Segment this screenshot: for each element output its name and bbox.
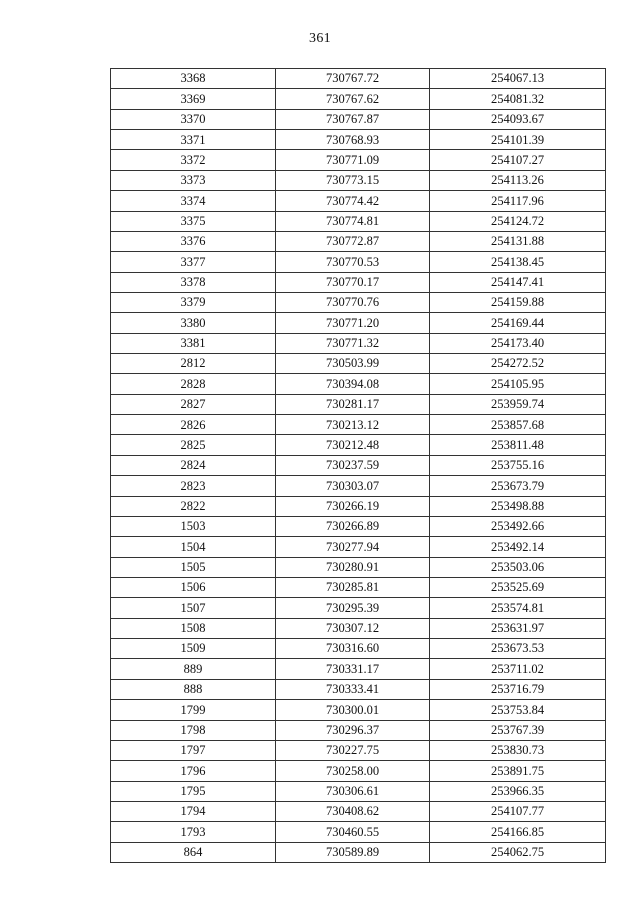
y-coordinate-cell: 253767.39: [430, 720, 606, 740]
x-coordinate-cell: 730768.93: [276, 130, 430, 150]
point-number-cell: 3375: [111, 211, 276, 231]
x-coordinate-cell: 730460.55: [276, 822, 430, 842]
y-coordinate-cell: 254107.77: [430, 801, 606, 821]
point-number-cell: 1797: [111, 740, 276, 760]
point-number-cell: 2828: [111, 374, 276, 394]
x-coordinate-cell: 730767.62: [276, 89, 430, 109]
y-coordinate-cell: 254166.85: [430, 822, 606, 842]
table-row: [111, 272, 606, 292]
y-coordinate-cell: 253673.79: [430, 476, 606, 496]
point-number-cell: 1794: [111, 801, 276, 821]
y-coordinate-cell: 253498.88: [430, 496, 606, 516]
point-number-cell: 3379: [111, 292, 276, 312]
x-coordinate-cell: 730394.08: [276, 374, 430, 394]
table-row: [111, 89, 606, 109]
table-row: [111, 455, 606, 475]
table-row: [111, 700, 606, 720]
x-coordinate-cell: 730285.81: [276, 577, 430, 597]
x-coordinate-cell: 730408.62: [276, 801, 430, 821]
table-row: [111, 557, 606, 577]
y-coordinate-cell: 253966.35: [430, 781, 606, 801]
x-coordinate-cell: 730213.12: [276, 415, 430, 435]
x-coordinate-cell: 730589.89: [276, 842, 430, 862]
x-coordinate-cell: 730503.99: [276, 354, 430, 374]
point-number-cell: 3373: [111, 170, 276, 190]
table-row: [111, 659, 606, 679]
y-coordinate-cell: 253753.84: [430, 700, 606, 720]
y-coordinate-cell: 254138.45: [430, 252, 606, 272]
y-coordinate-cell: 253673.53: [430, 639, 606, 659]
y-coordinate-cell: 254062.75: [430, 842, 606, 862]
y-coordinate-cell: 253631.97: [430, 618, 606, 638]
y-coordinate-cell: 253830.73: [430, 740, 606, 760]
x-coordinate-cell: 730767.72: [276, 69, 430, 89]
x-coordinate-cell: 730281.17: [276, 394, 430, 414]
table-row: [111, 313, 606, 333]
y-coordinate-cell: 253891.75: [430, 761, 606, 781]
y-coordinate-cell: 254105.95: [430, 374, 606, 394]
y-coordinate-cell: 254117.96: [430, 191, 606, 211]
x-coordinate-cell: 730772.87: [276, 231, 430, 251]
point-number-cell: 1503: [111, 516, 276, 536]
x-coordinate-cell: 730771.32: [276, 333, 430, 353]
table-row: [111, 170, 606, 190]
point-number-cell: 1793: [111, 822, 276, 842]
x-coordinate-cell: 730227.75: [276, 740, 430, 760]
table-row: [111, 639, 606, 659]
y-coordinate-cell: 254067.13: [430, 69, 606, 89]
x-coordinate-cell: 730296.37: [276, 720, 430, 740]
point-number-cell: 3371: [111, 130, 276, 150]
point-number-cell: 2824: [111, 455, 276, 475]
point-number-cell: 2822: [111, 496, 276, 516]
point-number-cell: 3380: [111, 313, 276, 333]
y-coordinate-cell: 254107.27: [430, 150, 606, 170]
y-coordinate-cell: 254159.88: [430, 292, 606, 312]
table-row: [111, 476, 606, 496]
x-coordinate-cell: 730295.39: [276, 598, 430, 618]
table-row: [111, 150, 606, 170]
point-number-cell: 1509: [111, 639, 276, 659]
table-row: [111, 191, 606, 211]
point-number-cell: 3377: [111, 252, 276, 272]
x-coordinate-cell: 730771.09: [276, 150, 430, 170]
x-coordinate-cell: 730307.12: [276, 618, 430, 638]
table-row: [111, 69, 606, 89]
table-row: [111, 394, 606, 414]
table-row: [111, 740, 606, 760]
y-coordinate-cell: 254173.40: [430, 333, 606, 353]
table-row: [111, 781, 606, 801]
y-coordinate-cell: 254081.32: [430, 89, 606, 109]
x-coordinate-cell: 730266.19: [276, 496, 430, 516]
table-row: [111, 598, 606, 618]
table-row: [111, 109, 606, 129]
table-row: [111, 679, 606, 699]
point-number-cell: 889: [111, 659, 276, 679]
point-number-cell: 1508: [111, 618, 276, 638]
table-row: [111, 415, 606, 435]
table-row: [111, 720, 606, 740]
coordinates-table: [110, 68, 606, 863]
x-coordinate-cell: 730770.17: [276, 272, 430, 292]
y-coordinate-cell: 254272.52: [430, 354, 606, 374]
x-coordinate-cell: 730316.60: [276, 639, 430, 659]
point-number-cell: 3374: [111, 191, 276, 211]
point-number-cell: 3370: [111, 109, 276, 129]
table-row: [111, 435, 606, 455]
table-row: [111, 231, 606, 251]
point-number-cell: 1506: [111, 577, 276, 597]
point-number-cell: 3376: [111, 231, 276, 251]
point-number-cell: 3368: [111, 69, 276, 89]
y-coordinate-cell: 254169.44: [430, 313, 606, 333]
table-row: [111, 130, 606, 150]
table-row: [111, 516, 606, 536]
x-coordinate-cell: 730771.20: [276, 313, 430, 333]
table-row: [111, 211, 606, 231]
page-number: 361: [309, 31, 331, 46]
point-number-cell: 1798: [111, 720, 276, 740]
x-coordinate-cell: 730303.07: [276, 476, 430, 496]
y-coordinate-cell: 253492.66: [430, 516, 606, 536]
y-coordinate-cell: 253716.79: [430, 679, 606, 699]
point-number-cell: 3369: [111, 89, 276, 109]
x-coordinate-cell: 730774.81: [276, 211, 430, 231]
x-coordinate-cell: 730770.53: [276, 252, 430, 272]
y-coordinate-cell: 254147.41: [430, 272, 606, 292]
y-coordinate-cell: 254124.72: [430, 211, 606, 231]
y-coordinate-cell: 253755.16: [430, 455, 606, 475]
table-row: [111, 374, 606, 394]
table-row: [111, 842, 606, 862]
y-coordinate-cell: 253857.68: [430, 415, 606, 435]
y-coordinate-cell: 253711.02: [430, 659, 606, 679]
y-coordinate-cell: 254131.88: [430, 231, 606, 251]
table-row: [111, 252, 606, 272]
table-row: [111, 618, 606, 638]
table-row: [111, 354, 606, 374]
table-row: [111, 333, 606, 353]
table-row: [111, 496, 606, 516]
point-number-cell: 1795: [111, 781, 276, 801]
point-number-cell: 1507: [111, 598, 276, 618]
y-coordinate-cell: 253492.14: [430, 537, 606, 557]
table-row: [111, 822, 606, 842]
point-number-cell: 2823: [111, 476, 276, 496]
y-coordinate-cell: 254093.67: [430, 109, 606, 129]
table-body: [111, 69, 606, 863]
x-coordinate-cell: 730280.91: [276, 557, 430, 577]
y-coordinate-cell: 253811.48: [430, 435, 606, 455]
point-number-cell: 888: [111, 679, 276, 699]
x-coordinate-cell: 730331.17: [276, 659, 430, 679]
x-coordinate-cell: 730770.76: [276, 292, 430, 312]
x-coordinate-cell: 730212.48: [276, 435, 430, 455]
x-coordinate-cell: 730333.41: [276, 679, 430, 699]
y-coordinate-cell: 254101.39: [430, 130, 606, 150]
y-coordinate-cell: 253574.81: [430, 598, 606, 618]
x-coordinate-cell: 730774.42: [276, 191, 430, 211]
x-coordinate-cell: 730306.61: [276, 781, 430, 801]
point-number-cell: 1505: [111, 557, 276, 577]
y-coordinate-cell: 253503.06: [430, 557, 606, 577]
x-coordinate-cell: 730266.89: [276, 516, 430, 536]
x-coordinate-cell: 730767.87: [276, 109, 430, 129]
table-row: [111, 577, 606, 597]
point-number-cell: 3378: [111, 272, 276, 292]
x-coordinate-cell: 730237.59: [276, 455, 430, 475]
point-number-cell: 1504: [111, 537, 276, 557]
table-row: [111, 761, 606, 781]
point-number-cell: 3381: [111, 333, 276, 353]
point-number-cell: 2812: [111, 354, 276, 374]
point-number-cell: 1799: [111, 700, 276, 720]
x-coordinate-cell: 730773.15: [276, 170, 430, 190]
point-number-cell: 2826: [111, 415, 276, 435]
point-number-cell: 2825: [111, 435, 276, 455]
table-row: [111, 801, 606, 821]
x-coordinate-cell: 730300.01: [276, 700, 430, 720]
table-row: [111, 537, 606, 557]
y-coordinate-cell: 253525.69: [430, 577, 606, 597]
table-row: [111, 292, 606, 312]
point-number-cell: 1796: [111, 761, 276, 781]
point-number-cell: 2827: [111, 394, 276, 414]
x-coordinate-cell: 730277.94: [276, 537, 430, 557]
point-number-cell: 864: [111, 842, 276, 862]
x-coordinate-cell: 730258.00: [276, 761, 430, 781]
y-coordinate-cell: 253959.74: [430, 394, 606, 414]
point-number-cell: 3372: [111, 150, 276, 170]
y-coordinate-cell: 254113.26: [430, 170, 606, 190]
